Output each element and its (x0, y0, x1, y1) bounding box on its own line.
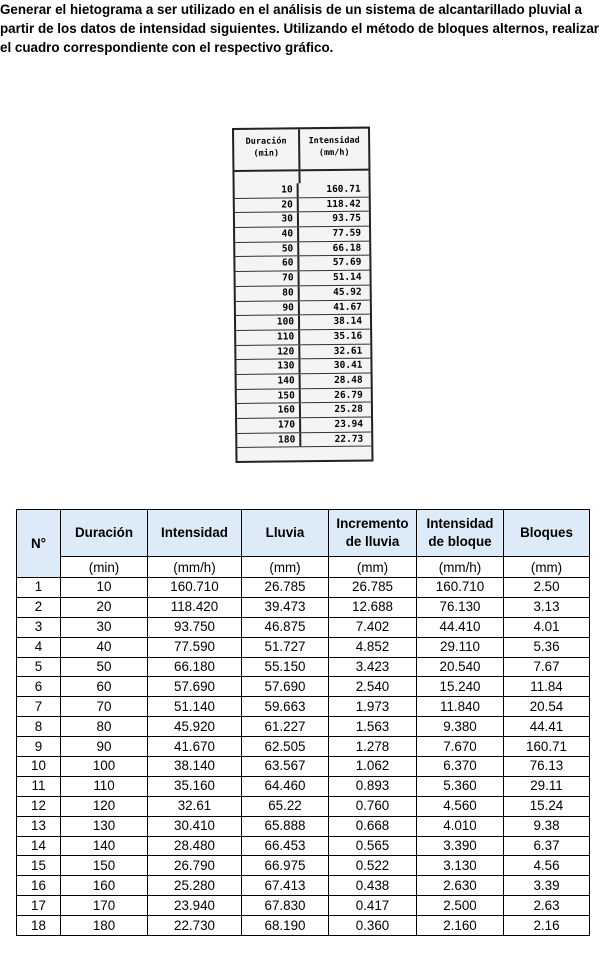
header-number: N° (17, 510, 61, 578)
scanned-duration-cell: 160 (237, 404, 301, 418)
duration-cell: 70 (61, 697, 148, 717)
results-units-row (17, 557, 590, 578)
intensity-cell: 66.180 (148, 657, 242, 677)
rainfall-cell: 51.727 (242, 637, 329, 657)
scanned-table-row (237, 373, 371, 389)
intensity-cell: 38.140 (148, 757, 242, 777)
unit-blocks: (mm) (504, 557, 590, 578)
scanned-table-row (237, 403, 371, 419)
scanned-duration-cell: 70 (236, 271, 300, 285)
duration-cell: 120 (61, 796, 148, 816)
intensity-cell: 57.690 (148, 677, 242, 697)
rainfall-cell: 59.663 (242, 697, 329, 717)
scanned-duration-cell: 170 (237, 418, 301, 432)
scanned-table-row (236, 344, 370, 360)
increment-cell: 7.402 (329, 617, 417, 637)
scanned-duration-cell: 130 (236, 360, 300, 374)
blocks-cell: 6.37 (504, 836, 590, 856)
increment-cell: 1.062 (329, 757, 417, 777)
block-intensity-cell: 9.380 (417, 717, 504, 737)
intensity-cell: 160.710 (148, 578, 242, 598)
block-intensity-cell: 20.540 (417, 657, 504, 677)
block-intensity-cell: 3.390 (417, 836, 504, 856)
rainfall-cell: 68.190 (242, 916, 329, 936)
table-row (17, 578, 590, 598)
scanned-duration-cell: 40 (235, 227, 299, 241)
scanned-intensity-cell: 22.73 (334, 433, 364, 445)
increment-cell: 12.688 (329, 597, 417, 617)
rainfall-cell: 61.227 (242, 717, 329, 737)
scanned-table-header (234, 129, 368, 172)
scanned-duration-cell: 120 (236, 345, 300, 359)
rainfall-cell: 67.830 (242, 896, 329, 916)
duration-cell: 180 (61, 916, 148, 936)
block-intensity-cell: 29.110 (417, 637, 504, 657)
intensity-cell: 51.140 (148, 697, 242, 717)
number-cell: 17 (17, 896, 61, 916)
rainfall-cell: 26.785 (242, 578, 329, 598)
number-cell: 2 (17, 597, 61, 617)
increment-cell: 0.522 (329, 856, 417, 876)
duration-cell: 110 (61, 776, 148, 796)
rainfall-cell: 62.505 (242, 737, 329, 757)
blocks-cell: 2.50 (504, 578, 590, 598)
block-intensity-cell: 2.630 (417, 876, 504, 896)
number-cell: 6 (17, 677, 61, 697)
blocks-cell: 3.13 (504, 597, 590, 617)
scanned-intensity-cell: 26.79 (334, 389, 363, 401)
scanned-table-row (236, 300, 370, 316)
table-row (17, 637, 590, 657)
intensity-cell: 26.790 (148, 856, 242, 876)
scanned-intensity-cell: 23.94 (334, 418, 364, 430)
results-header-row (17, 510, 590, 557)
duration-cell: 170 (61, 896, 148, 916)
scanned-table-body (235, 183, 372, 449)
rainfall-cell: 55.150 (242, 657, 329, 677)
block-intensity-cell: 15.240 (417, 677, 504, 697)
scanned-intensity-cell: 32.61 (333, 345, 363, 357)
results-table (16, 509, 590, 936)
increment-cell: 1.563 (329, 717, 417, 737)
table-row (17, 677, 590, 697)
rainfall-cell: 65.888 (242, 816, 329, 836)
block-intensity-cell: 7.670 (417, 737, 504, 757)
duration-cell: 160 (61, 876, 148, 896)
blocks-cell: 5.36 (504, 637, 590, 657)
problem-statement-line-3: el cuadro correspondiente con el respectivo gráfico. (0, 40, 334, 55)
blocks-cell: 4.56 (504, 856, 590, 876)
scanned-intensity-cell: 45.92 (333, 286, 362, 298)
table-row (17, 717, 590, 737)
intensity-cell: 28.480 (148, 836, 242, 856)
duration-cell: 130 (61, 816, 148, 836)
scanned-duration-cell: 110 (236, 330, 300, 344)
rainfall-cell: 66.453 (242, 836, 329, 856)
duration-cell: 10 (61, 578, 148, 598)
intensity-cell: 35.160 (148, 776, 242, 796)
duration-cell: 40 (61, 637, 148, 657)
number-cell: 8 (17, 717, 61, 737)
duration-cell: 50 (61, 657, 148, 677)
scanned-duration-cell: 90 (236, 301, 300, 315)
table-row (17, 657, 590, 677)
number-cell: 16 (17, 876, 61, 896)
table-row (17, 836, 590, 856)
scanned-intensity-cell: 93.75 (332, 213, 362, 225)
block-intensity-cell: 3.130 (417, 856, 504, 876)
table-row (17, 617, 590, 637)
unit-intensity: (mm/h) (148, 557, 242, 578)
scanned-duration-cell: 180 (237, 433, 301, 447)
number-cell: 15 (17, 856, 61, 876)
intensity-cell: 41.670 (148, 737, 242, 757)
increment-cell: 2.540 (329, 677, 417, 697)
intensity-cell: 45.920 (148, 717, 242, 737)
blocks-cell: 15.24 (504, 796, 590, 816)
header-intensity: Intensidad (148, 510, 242, 557)
duration-cell: 20 (61, 597, 148, 617)
increment-cell: 0.360 (329, 916, 417, 936)
header-block-intensity: Intensidad de bloque (417, 510, 504, 557)
number-cell: 11 (17, 776, 61, 796)
header-blocks: Bloques (504, 510, 590, 557)
blocks-cell: 29.11 (504, 776, 590, 796)
table-row (17, 776, 590, 796)
table-row (17, 916, 590, 936)
block-intensity-cell: 4.560 (417, 796, 504, 816)
scanned-table-row (237, 432, 371, 448)
rainfall-cell: 65.22 (242, 796, 329, 816)
block-intensity-cell: 160.710 (417, 578, 504, 598)
scanned-duration-cell: 80 (236, 286, 300, 300)
number-cell: 1 (17, 578, 61, 598)
increment-cell: 0.438 (329, 876, 417, 896)
problem-statement (0, 0, 600, 57)
block-intensity-cell: 2.500 (417, 896, 504, 916)
rainfall-cell: 64.460 (242, 776, 329, 796)
increment-cell: 1.278 (329, 737, 417, 757)
table-row (17, 757, 590, 777)
duration-cell: 80 (61, 717, 148, 737)
blocks-cell: 2.63 (504, 896, 590, 916)
blocks-cell: 76.13 (504, 757, 590, 777)
scanned-table-row (235, 256, 369, 272)
scanned-duration-cell: 20 (235, 198, 299, 212)
table-row (17, 796, 590, 816)
scanned-intensity-cell: 41.67 (333, 301, 362, 313)
scanned-duration-cell: 60 (235, 257, 299, 271)
unit-rain-increment: (mm) (329, 557, 417, 578)
duration-cell: 60 (61, 677, 148, 697)
header-duration: Duración (61, 510, 148, 557)
scanned-intensity-cell: 25.28 (334, 403, 364, 416)
increment-cell: 0.893 (329, 776, 417, 796)
scanned-intensity-cell: 28.48 (333, 374, 363, 386)
blocks-cell: 20.54 (504, 697, 590, 717)
problem-statement-line-1: Generar el hietograma a ser utilizado en el análisis de un sistema de alcantarillado pluvial a (0, 2, 582, 17)
blocks-cell: 7.67 (504, 657, 590, 677)
scanned-intensity-table (232, 127, 374, 463)
block-intensity-cell: 44.410 (417, 617, 504, 637)
block-intensity-cell: 6.370 (417, 757, 504, 777)
rainfall-cell: 67.413 (242, 876, 329, 896)
increment-cell: 0.668 (329, 816, 417, 836)
scanned-table-row (235, 241, 369, 257)
rainfall-cell: 66.975 (242, 856, 329, 876)
scanned-intensity-cell: 57.69 (332, 257, 362, 269)
scanned-header-intensity: Intensidad (mm/h) (308, 135, 360, 159)
intensity-cell: 23.940 (148, 896, 242, 916)
scanned-duration-cell: 100 (236, 315, 300, 329)
duration-cell: 30 (61, 617, 148, 637)
blocks-cell: 9.38 (504, 816, 590, 836)
block-intensity-cell: 4.010 (417, 816, 504, 836)
table-row (17, 856, 590, 876)
number-cell: 10 (17, 757, 61, 777)
increment-cell: 26.785 (329, 578, 417, 598)
table-row (17, 876, 590, 896)
scanned-table-row (235, 197, 369, 213)
blocks-cell: 4.01 (504, 617, 590, 637)
scanned-table-row (236, 285, 370, 301)
block-intensity-cell: 5.360 (417, 776, 504, 796)
number-cell: 7 (17, 697, 61, 717)
scanned-duration-cell: 10 (235, 183, 299, 197)
number-cell: 13 (17, 816, 61, 836)
scanned-table-row (235, 183, 369, 199)
block-intensity-cell: 76.130 (417, 597, 504, 617)
blocks-cell: 11.84 (504, 677, 590, 697)
rainfall-cell: 46.875 (242, 617, 329, 637)
intensity-cell: 118.420 (148, 597, 242, 617)
table-row (17, 737, 590, 757)
intensity-cell: 93.750 (148, 617, 242, 637)
scanned-intensity-cell: 66.18 (332, 242, 362, 254)
number-cell: 12 (17, 796, 61, 816)
increment-cell: 0.565 (329, 836, 417, 856)
scanned-duration-cell: 140 (237, 374, 301, 388)
increment-cell: 1.973 (329, 697, 417, 717)
duration-cell: 150 (61, 856, 148, 876)
results-table-body (17, 578, 590, 936)
intensity-cell: 25.280 (148, 876, 242, 896)
increment-cell: 3.423 (329, 657, 417, 677)
intensity-cell: 22.730 (148, 916, 242, 936)
scanned-intensity-cell: 30.41 (333, 359, 363, 372)
blocks-cell: 44.41 (504, 717, 590, 737)
scanned-duration-cell: 150 (237, 389, 301, 403)
scanned-intensity-cell: 118.42 (326, 198, 361, 210)
number-cell: 18 (17, 916, 61, 936)
duration-cell: 140 (61, 836, 148, 856)
scanned-table-row (237, 388, 371, 404)
number-cell: 5 (17, 657, 61, 677)
intensity-cell: 32.61 (148, 796, 242, 816)
unit-block-intensity: (mm/h) (417, 557, 504, 578)
rainfall-cell: 57.690 (242, 677, 329, 697)
table-row (17, 597, 590, 617)
unit-rainfall: (mm) (242, 557, 329, 578)
scanned-intensity-cell: 51.14 (332, 271, 362, 284)
scanned-intensity-cell: 35.16 (333, 330, 363, 342)
header-rainfall: Lluvia (242, 510, 329, 557)
number-cell: 3 (17, 617, 61, 637)
intensity-cell: 30.410 (148, 816, 242, 836)
blocks-cell: 3.39 (504, 876, 590, 896)
scanned-intensity-cell: 77.59 (332, 227, 362, 240)
table-row (17, 816, 590, 836)
scanned-intensity-cell: 160.71 (326, 183, 361, 196)
intensity-cell: 77.590 (148, 637, 242, 657)
problem-statement-line-2: partir de los datos de intensidad siguientes. Utilizando el método de bloques alternos, realizar (0, 21, 599, 36)
number-cell: 9 (17, 737, 61, 757)
table-row (17, 896, 590, 916)
scanned-table-row (236, 271, 370, 287)
scanned-duration-cell: 30 (235, 213, 299, 227)
scanned-table-row (237, 418, 371, 434)
scanned-table-row (236, 359, 370, 375)
scanned-duration-cell: 50 (235, 242, 299, 256)
increment-cell: 4.852 (329, 637, 417, 657)
rainfall-cell: 63.567 (242, 757, 329, 777)
scanned-table-row (236, 329, 370, 345)
duration-cell: 90 (61, 737, 148, 757)
scanned-intensity-cell: 38.14 (333, 315, 363, 328)
block-intensity-cell: 11.840 (417, 697, 504, 717)
scanned-table-row (235, 212, 369, 228)
rainfall-cell: 39.473 (242, 597, 329, 617)
number-cell: 14 (17, 836, 61, 856)
increment-cell: 0.760 (329, 796, 417, 816)
header-rain-increment: Incremento de lluvia (329, 510, 417, 557)
unit-duration: (min) (61, 557, 148, 578)
increment-cell: 0.417 (329, 896, 417, 916)
blocks-cell: 2.16 (504, 916, 590, 936)
scanned-table-row (236, 315, 370, 331)
table-row (17, 697, 590, 717)
block-intensity-cell: 2.160 (417, 916, 504, 936)
duration-cell: 100 (61, 757, 148, 777)
blocks-cell: 160.71 (504, 737, 590, 757)
scanned-table-row (235, 227, 369, 243)
scanned-header-duration: Duración (min) (234, 129, 300, 170)
number-cell: 4 (17, 637, 61, 657)
